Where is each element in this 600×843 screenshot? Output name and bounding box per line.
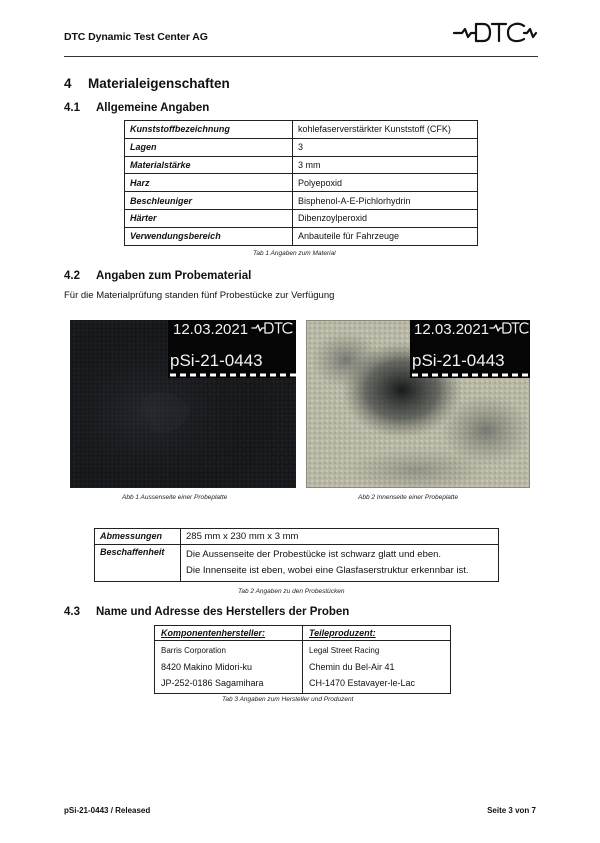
subsection-number: 4.1 [64,102,80,114]
row-value: Anbauteile für Fahrzeuge [293,227,478,245]
table-row [125,209,478,227]
row-label: Beschaffenheit [95,545,181,582]
column-header-label: Teileproduzent: [309,628,376,638]
row-label: Lagen [125,138,293,156]
column-header [155,626,303,641]
address-cell [303,641,451,694]
row-label: Harz [125,174,293,192]
specimen-table [94,528,499,582]
table-row [125,156,478,174]
address-line: CH-1470 Estavayer-le-Lac [309,678,416,688]
subsection-heading-4-2 [64,270,251,282]
section-title: Materialeigenschaften [88,76,230,91]
table-3-caption: Tab 3 Angaben zum Hersteller und Produzent [222,696,354,703]
row-value: kohlefaserverstärkter Kunststoff (CFK) [293,121,478,139]
row-value [181,545,499,582]
subsection-title: Allgemeine Angaben [96,102,210,114]
material-table [124,120,478,246]
figure-1-caption: Abb 1 Aussenseite einer Probeplatte [122,494,228,501]
condition-line: Die Aussenseite der Probestücke ist schwarz glatt und eben. [186,549,442,560]
subsection-heading-4-3 [64,606,349,618]
table-row [125,121,478,139]
photo-date-label: 12.03.2021 [173,321,249,338]
subsection-title: Name und Adresse des Herstellers der Proben [96,606,350,618]
subsection-title: Angaben zum Probematerial [96,270,252,282]
address-line: JP-252-0186 Sagamihara [161,678,264,688]
row-label: Abmessungen [95,529,181,545]
column-header-label: Komponentenhersteller: [161,628,266,638]
row-value: Polyepoxid [293,174,478,192]
address-line: 8420 Makino Midori-ku [161,662,253,672]
photo-inner-side [306,320,530,488]
address-line: Barris Corporation [161,646,226,655]
table-row [155,641,451,694]
logo-lettering: DTC [452,18,455,19]
subsection-number: 4.2 [64,270,80,282]
row-value: 285 mm x 230 mm x 3 mm [181,529,499,545]
table-2-caption: Tab 2 Angaben zu den Probestücken [238,588,345,595]
address-line: Legal Street Racing [309,646,380,655]
photo-id-label: pSi-21-0443 [412,351,505,370]
table-row [125,138,478,156]
table-row [125,192,478,210]
intro-text: Für die Materialprüfung standen fünf Probestücke zur Verfügung [64,290,335,301]
table-header-row [155,626,451,641]
subsection-heading-4-1 [64,102,209,114]
row-value: Dibenzoylperoxid [293,209,478,227]
header-rule [64,56,538,57]
dtc-logo [452,18,538,46]
row-label: Materialstärke [125,156,293,174]
subsection-number: 4.3 [64,606,80,618]
table-row [125,174,478,192]
photo-id-label: pSi-21-0443 [170,351,263,370]
row-value: 3 [293,138,478,156]
manufacturer-table [154,625,451,694]
table-row [95,529,499,545]
address-cell [155,641,303,694]
row-value: Bisphenol-A-E-Pichlorhydrin [293,192,478,210]
footer-page-number: Seite 3 von 7 [487,806,536,815]
section-number: 4 [64,76,72,91]
section-heading [64,76,230,91]
row-value: 3 mm [293,156,478,174]
footer-document-id: pSi-21-0443 / Released [64,806,151,815]
photo-date-label: 12.03.2021 [414,321,490,338]
figure-2-caption: Abb 2 Innenseite einer Probeplatte [358,494,459,501]
table-row [95,545,499,582]
row-label: Beschleuniger [125,192,293,210]
column-header [303,626,451,641]
address-line: Chemin du Bel-Air 41 [309,662,395,672]
row-label: Kunststoffbezeichnung [125,121,293,139]
condition-line: Die Innenseite ist eben, wobei eine Glasfaserstruktur erkennbar ist. [186,565,469,576]
photo-outer-side [70,320,296,488]
row-label: Härter [125,209,293,227]
table-row [125,227,478,245]
header-company: DTC Dynamic Test Center AG [64,31,208,43]
row-label: Verwendungsbereich [125,227,293,245]
table-1-caption: Tab 1 Angaben zum Material [253,250,336,257]
